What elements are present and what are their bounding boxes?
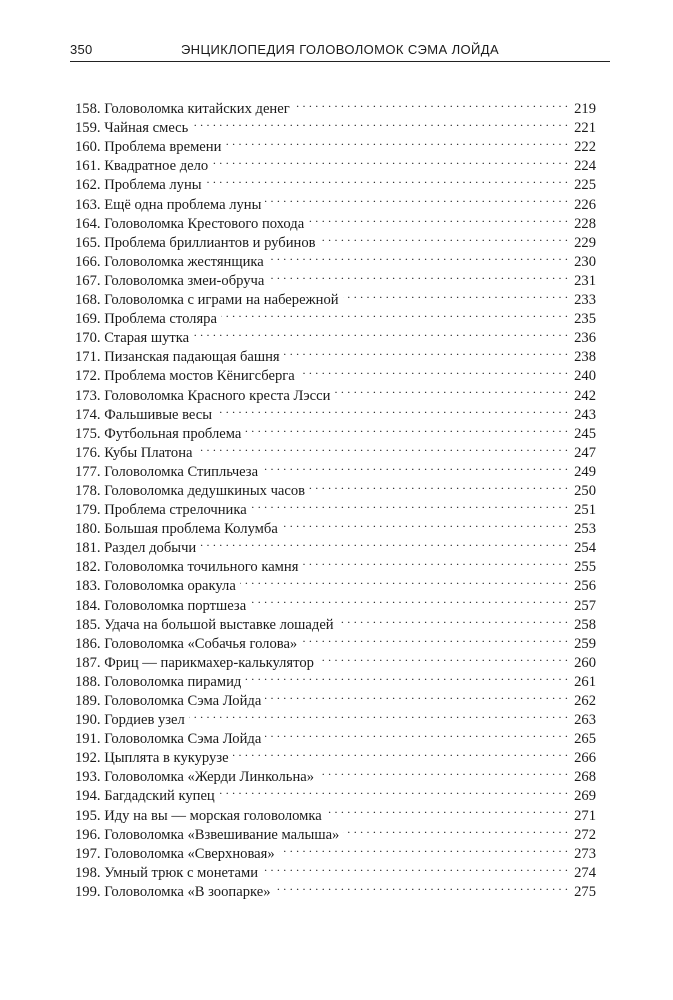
dot-leader: [294, 94, 568, 113]
toc-entry-page-number: 226: [574, 196, 596, 213]
dot-leader: [308, 209, 568, 228]
toc-entry-title: 196. Головоломка «Взвешивание малыша»: [75, 826, 340, 843]
dot-leader: [282, 514, 568, 533]
toc-entry-title: 160. Проблема времени: [75, 139, 222, 156]
dot-leader: [299, 361, 568, 380]
toc-entry-title: 185. Удача на большой выставке лошадей: [75, 616, 334, 633]
table-of-contents: [75, 94, 596, 900]
dot-leader: [240, 571, 568, 590]
toc-entry-page-number: 251: [574, 502, 596, 519]
dot-leader: [320, 228, 569, 247]
toc-entry-page-number: 263: [574, 712, 596, 729]
toc-entry-page-number: 253: [574, 521, 596, 538]
toc-entry-title: 163. Ещё одна проблема луны: [75, 196, 262, 213]
toc-entry-page-number: 261: [574, 673, 596, 690]
toc-entry-title: 176. Кубы Платона: [75, 444, 193, 461]
toc-entry-page-number: 269: [574, 788, 596, 805]
dot-leader: [250, 590, 568, 609]
toc-entry-page-number: 235: [574, 311, 596, 328]
dot-leader: [197, 438, 569, 457]
toc-entry-page-number: 262: [574, 693, 596, 709]
toc-entry-title: 164. Головоломка Крестового похода: [75, 215, 305, 232]
toc-entry-page-number: 224: [574, 158, 596, 175]
dot-leader: [309, 476, 568, 495]
toc-entry-title: 174. Фальшивые весы: [75, 406, 213, 423]
toc-entry-page-number: 275: [574, 883, 596, 900]
dot-leader: [268, 266, 568, 285]
toc-entry-title: 191. Головоломка Сэма Лойда: [75, 731, 262, 748]
book-title: ЭНЦИКЛОПЕДИЯ ГОЛОВОЛОМОК СЭМА ЛОЙДА: [180, 42, 500, 57]
toc-entry-page-number: 236: [574, 330, 596, 347]
toc-entry-page-number: 243: [574, 406, 596, 423]
toc-entry-title: 179. Проблема стрелочника: [75, 502, 247, 519]
toc-entry: [75, 94, 596, 118]
dot-leader: [262, 858, 568, 877]
toc-entry-page-number: 265: [574, 731, 596, 748]
toc-entry-title: 172. Проблема мостов Кёнигсберга: [75, 368, 295, 385]
toc-entry-title: 166. Головоломка жестянщика: [75, 253, 264, 270]
dot-leader: [265, 686, 568, 705]
dot-leader: [233, 743, 569, 762]
dot-leader: [279, 839, 568, 858]
dot-leader: [284, 342, 569, 361]
toc-entry-page-number: 242: [574, 387, 596, 404]
running-head: [70, 39, 610, 62]
dot-leader: [189, 705, 568, 724]
toc-entry-title: 193. Головоломка «Жерди Линкольна»: [75, 769, 315, 786]
toc-entry-page-number: 255: [574, 559, 596, 576]
dot-leader: [326, 800, 568, 819]
toc-entry-page-number: 268: [574, 769, 596, 786]
toc-entry-title: 187. Фриц — парикмахер-калькулятор: [75, 654, 314, 671]
dot-leader: [221, 304, 568, 323]
toc-entry-page-number: 259: [574, 635, 596, 652]
dot-leader: [343, 820, 568, 839]
toc-entry-title: 167. Головоломка змеи-обруча: [75, 272, 265, 289]
toc-entry-page-number: 238: [574, 349, 596, 366]
dot-leader: [275, 877, 569, 896]
dot-leader: [251, 495, 568, 514]
toc-entry-page-number: 219: [574, 101, 596, 118]
dot-leader: [216, 400, 568, 419]
toc-entry-title: 169. Проблема столяра: [75, 311, 217, 328]
dot-leader: [302, 552, 568, 571]
toc-entry-title: 178. Головоломка дедушкиных часов: [75, 482, 306, 499]
toc-entry-title: 189. Головоломка Сэма Лойда: [75, 693, 262, 709]
dot-leader: [192, 113, 568, 132]
dot-leader: [206, 170, 569, 189]
dot-leader: [318, 762, 568, 781]
toc-entry-page-number: 230: [574, 253, 596, 270]
toc-entry-page-number: 271: [574, 807, 596, 824]
dot-leader: [193, 323, 568, 342]
toc-entry-page-number: 258: [574, 616, 596, 633]
toc-entry-page-number: 256: [574, 578, 596, 595]
toc-entry-title: 186. Головоломка «Собачья голова»: [75, 635, 298, 652]
dot-leader: [225, 132, 568, 151]
toc-entry-title: 161. Квадратное дело: [75, 158, 209, 175]
toc-entry-title: 198. Умный трюк с монетами: [75, 864, 259, 881]
toc-entry-title: 165. Проблема бриллиантов и рубинов: [75, 234, 316, 251]
toc-entry-title: 184. Головоломка портшеза: [75, 597, 247, 614]
toc-entry-page-number: 250: [574, 482, 596, 499]
toc-entry-page-number: 231: [574, 272, 596, 289]
toc-entry-title: 188. Головоломка пирамид: [75, 673, 242, 690]
toc-entry-title: 181. Раздел добычи: [75, 540, 197, 557]
toc-entry-page-number: 240: [574, 368, 596, 385]
dot-leader: [245, 419, 568, 438]
toc-entry-title: 177. Головоломка Стипльчеза: [75, 463, 259, 480]
toc-entry-title: 194. Багдадский купец: [75, 788, 215, 805]
toc-entry-page-number: 260: [574, 654, 596, 671]
toc-entry-page-number: 257: [574, 597, 596, 614]
dot-leader: [212, 151, 568, 170]
toc-entry-page-number: 229: [574, 234, 596, 251]
toc-entry-title: 158. Головоломка китайских денег: [75, 101, 290, 118]
toc-entry-title: 168. Головоломка с играми на набережной: [75, 292, 339, 309]
dot-leader: [219, 781, 568, 800]
toc-entry-page-number: 221: [574, 120, 596, 137]
toc-entry-title: 199. Головоломка «В зоопарке»: [75, 883, 271, 900]
toc-entry-page-number: 245: [574, 425, 596, 442]
toc-entry-page-number: 272: [574, 826, 596, 843]
toc-entry-title: 195. Иду на вы — морская головоломка: [75, 807, 322, 824]
toc-entry-title: 170. Старая шутка: [75, 330, 190, 347]
dot-leader: [268, 247, 568, 266]
toc-entry-title: 183. Головоломка оракула: [75, 578, 236, 595]
dot-leader: [265, 189, 568, 208]
dot-leader: [343, 285, 569, 304]
toc-entry-title: 182. Головоломка точильного камня: [75, 559, 299, 576]
toc-entry-title: 171. Пизанская падающая башня: [75, 349, 280, 366]
dot-leader: [338, 610, 568, 629]
toc-entry-page-number: 249: [574, 463, 596, 480]
toc-entry-page-number: 273: [574, 845, 596, 862]
dot-leader: [301, 629, 568, 648]
dot-leader: [262, 457, 568, 476]
toc-entry-page-number: 228: [574, 215, 596, 232]
toc-entry-page-number: 266: [574, 750, 596, 767]
dot-leader: [318, 648, 568, 667]
toc-entry-title: 173. Головоломка Красного креста Лэсси: [75, 387, 331, 404]
dot-leader: [334, 380, 568, 399]
toc-entry-title: 190. Гордиев узел: [75, 712, 185, 729]
dot-leader: [200, 533, 568, 552]
toc-entry-page-number: 225: [574, 177, 596, 194]
toc-entry-title: 192. Цыплята в кукурузе: [75, 750, 229, 767]
toc-entry-title: 197. Головоломка «Сверхновая»: [75, 845, 275, 862]
toc-entry-page-number: 247: [574, 444, 596, 461]
toc-entry-page-number: 274: [574, 864, 596, 881]
page-number: 350: [70, 42, 93, 57]
toc-entry-page-number: 222: [574, 139, 596, 156]
dot-leader: [245, 667, 568, 686]
toc-entry-title: 162. Проблема луны: [75, 177, 202, 194]
toc-entry-page-number: 233: [574, 292, 596, 309]
dot-leader: [265, 724, 568, 743]
toc-entry-title: 159. Чайная смесь: [75, 120, 189, 137]
toc-entry-title: 180. Большая проблема Колумба: [75, 521, 278, 538]
toc-entry-page-number: 254: [574, 540, 596, 557]
toc-entry-title: 175. Футбольная проблема: [75, 425, 242, 442]
